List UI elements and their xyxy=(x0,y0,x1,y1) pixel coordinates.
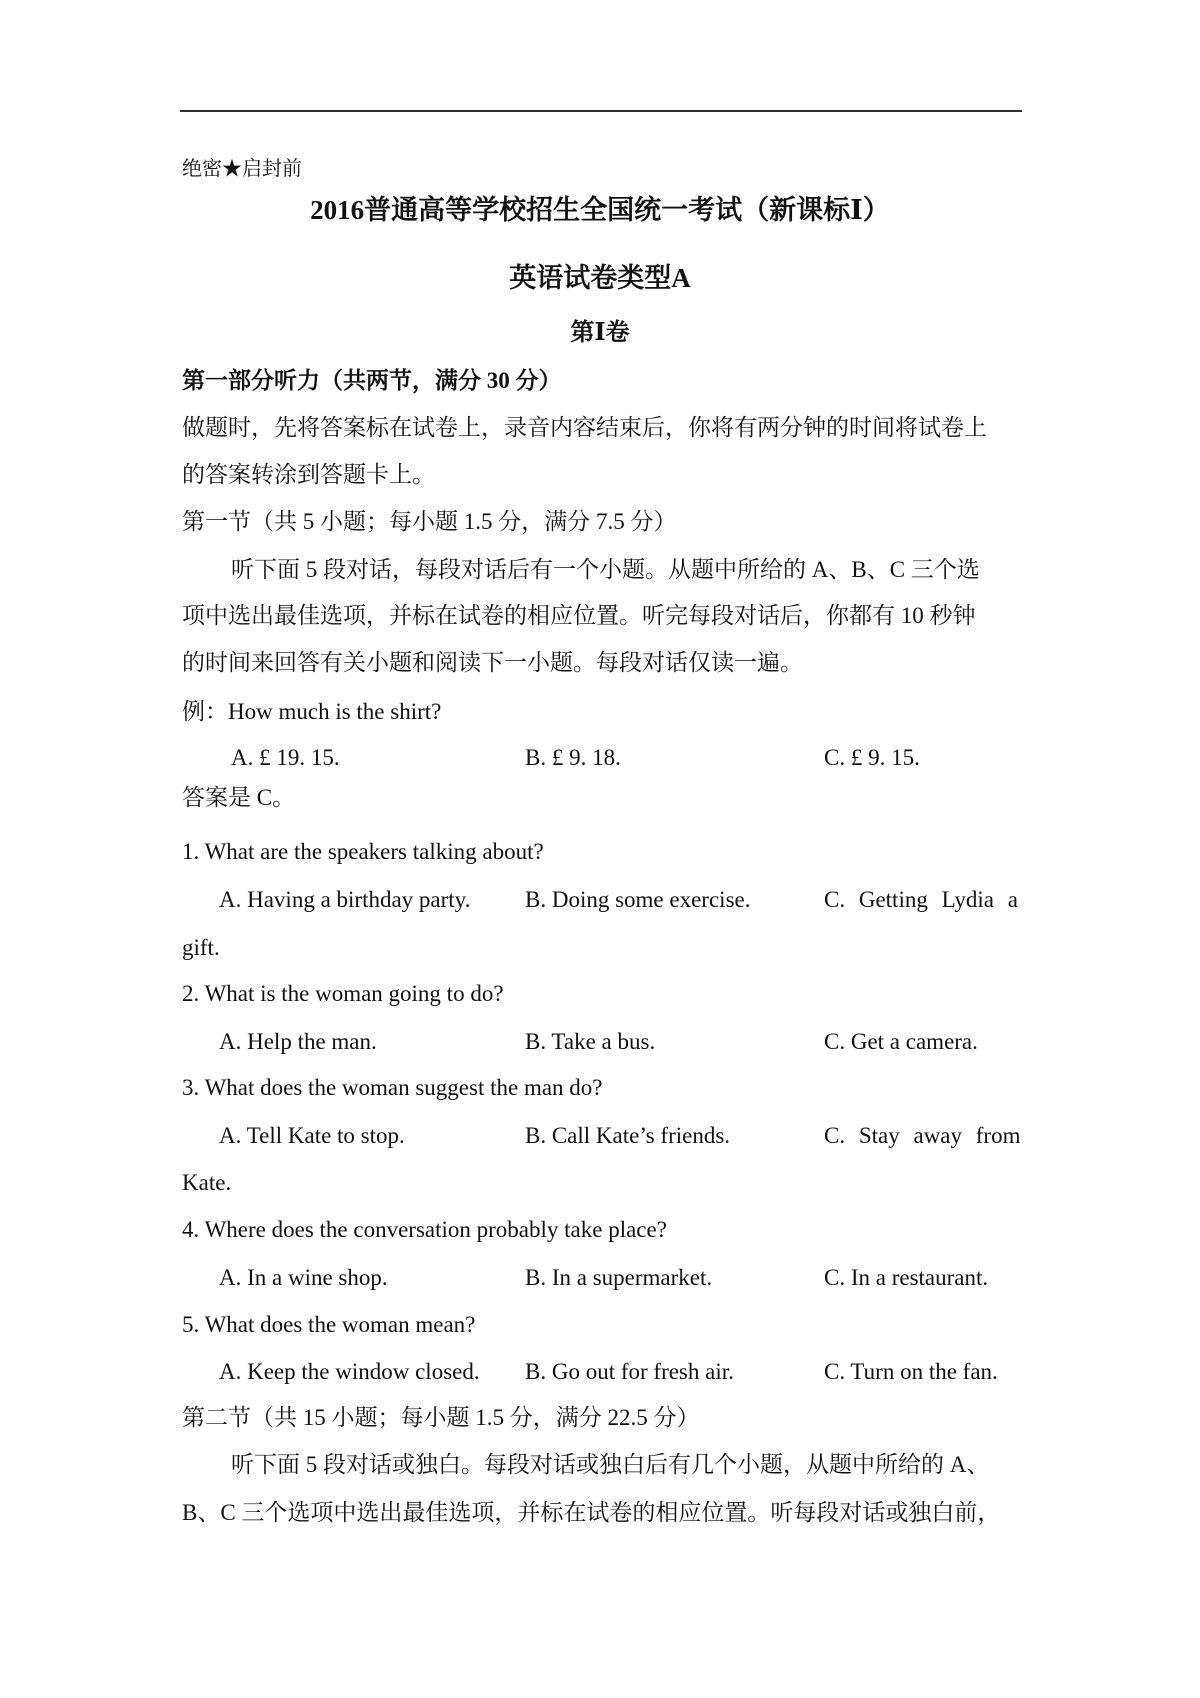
q2-option-c: C. Get a camera. xyxy=(824,1029,978,1054)
q3-option-b: B. Call Kate’s friends. xyxy=(525,1123,731,1148)
q5-option-c: C. Turn on the fan. xyxy=(824,1359,998,1384)
volume-label: 第Ⅰ卷 xyxy=(570,320,630,346)
question-2: 2. What is the woman going to do? xyxy=(182,981,504,1006)
q3-option-c-cont: Kate. xyxy=(182,1170,232,1195)
example-option-a: A. £ 19. 15. xyxy=(231,745,340,770)
q1-option-c: C. Getting Lydia a xyxy=(824,887,1018,912)
question-3: 3. What does the woman suggest the man do? xyxy=(182,1075,603,1100)
section2-instruction: 听下面 5 段对话或独白。每段对话或独白后有几个小题，从题中所给的 A、 xyxy=(231,1452,990,1477)
q2-option-a: A. Help the man. xyxy=(219,1029,377,1054)
q2-option-b: B. Take a bus. xyxy=(525,1029,656,1054)
header-rule xyxy=(180,110,1022,112)
example-option-c: C. £ 9. 15. xyxy=(824,745,920,770)
paper-subtitle: 英语试卷类型A xyxy=(509,263,691,293)
section2-heading: 第二节（共 15 小题；每小题 1.5 分，满分 22.5 分） xyxy=(182,1405,700,1430)
section1-heading: 第一节（共 5 小题；每小题 1.5 分，满分 7.5 分） xyxy=(182,509,677,534)
q5-option-a: A. Keep the window closed. xyxy=(219,1359,480,1384)
q3-option-a: A. Tell Kate to stop. xyxy=(219,1123,405,1148)
part1-instruction: 的答案转涂到答题卡上。 xyxy=(182,462,435,487)
example-answer: 答案是 C。 xyxy=(182,785,296,810)
q1-option-c-cont: gift. xyxy=(182,935,220,960)
question-5: 5. What does the woman mean? xyxy=(182,1312,476,1337)
section1-instruction: 项中选出最佳选项，并标在试卷的相应位置。听完每段对话后，你都有 10 秒钟 xyxy=(182,603,976,628)
q1-option-b: B. Doing some exercise. xyxy=(525,887,751,912)
question-4: 4. Where does the conversation probably take place? xyxy=(182,1217,667,1242)
question-1: 1. What are the speakers talking about? xyxy=(182,839,544,864)
q1-option-a: A. Having a birthday party. xyxy=(219,887,471,912)
q4-option-b: B. In a supermarket. xyxy=(525,1265,713,1290)
example-option-b: B. £ 9. 18. xyxy=(525,745,621,770)
section1-instruction: 听下面 5 段对话，每段对话后有一个小题。从题中所给的 A、B、C 三个选 xyxy=(231,557,980,582)
example-question: 例：How much is the shirt? xyxy=(182,699,442,724)
q4-option-a: A. In a wine shop. xyxy=(219,1265,388,1290)
q3-option-c: C. Stay away from xyxy=(824,1123,1021,1148)
part1-instruction: 做题时，先将答案标在试卷上，录音内容结束后，你将有两分钟的时间将试卷上 xyxy=(182,415,987,440)
exam-title: 2016普通高等学校招生全国统一考试（新课标Ⅰ） xyxy=(310,195,890,225)
q4-option-c: C. In a restaurant. xyxy=(824,1265,989,1290)
section2-instruction: B、C 三个选项中选出最佳选项，并标在试卷的相应位置。听每段对话或独白前， xyxy=(182,1500,1001,1525)
q5-option-b: B. Go out for fresh air. xyxy=(525,1359,734,1384)
part1-heading: 第一部分听力（共两节，满分 30 分） xyxy=(182,368,562,393)
section1-instruction: 的时间来回答有关小题和阅读下一小题。每段对话仅读一遍。 xyxy=(182,650,803,675)
secret-label: 绝密★启封前 xyxy=(182,158,302,180)
